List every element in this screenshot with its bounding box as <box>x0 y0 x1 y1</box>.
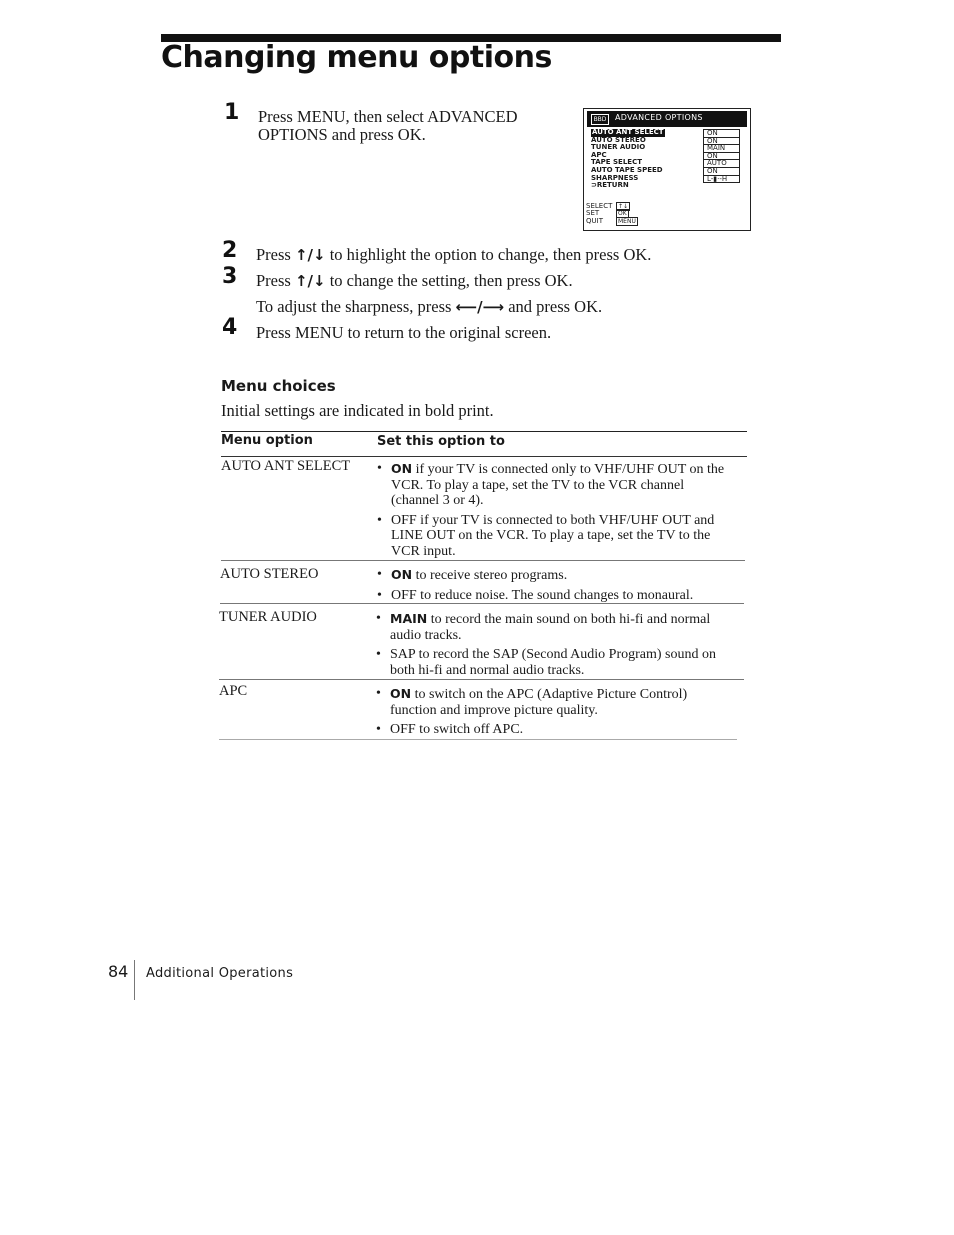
osd-key-value: ↑↓ <box>618 203 629 210</box>
list-item <box>376 722 726 738</box>
step-3-text <box>256 272 573 290</box>
setting-description: OFF if your TV is connected to both VHF/UHF OUT and LINE OUT on the VCR. To play a tape, set the TV to the VCR input. <box>391 512 715 559</box>
advanced-options-menu-illustration <box>583 108 751 231</box>
step-4-number: 4 <box>222 315 238 340</box>
osd-item: ⊃RETURN <box>591 181 629 190</box>
osd-value: ON <box>703 129 740 137</box>
setting-description: OFF to reduce noise. The sound changes to monaural. <box>391 587 694 603</box>
sharpness-note-prefix: To adjust the sharpness, press <box>256 297 452 316</box>
table-row-settings <box>377 567 727 607</box>
table-row-option: AUTO ANT SELECT <box>221 458 351 474</box>
osd-key-value: OK <box>618 210 627 218</box>
osd-key-guide <box>586 203 638 225</box>
menu-choices-heading: Menu choices <box>221 377 336 395</box>
osd-value: MAIN <box>703 144 740 152</box>
column-header-menu-option: Menu option <box>221 433 313 448</box>
setting-description: SAP to record the SAP (Second Audio Program) sound on both hi-fi and normal audio tracks. <box>390 647 716 678</box>
list-item <box>377 588 727 604</box>
setting-description: if your TV is connected only to VHF/UHF OUT on the VCR. To play a tape, set the TV to the VCR channel (channel 3 or 4). <box>391 462 725 508</box>
table-row-settings <box>377 461 727 563</box>
osd-value: ON <box>703 137 740 145</box>
default-setting: ON <box>390 686 412 701</box>
row-divider <box>220 603 744 604</box>
footer-divider <box>134 960 135 1000</box>
left-right-arrow-icon: ⟵/⟶ <box>455 298 505 316</box>
footer-section-label: Additional Operations <box>146 966 294 981</box>
osd-item-list <box>591 129 665 190</box>
default-setting: ON <box>391 567 413 582</box>
table-top-rule <box>221 431 747 432</box>
osd-value: AUTO <box>703 159 740 167</box>
table-header-rule <box>221 456 747 457</box>
list-item <box>377 513 727 560</box>
row-divider <box>219 679 744 680</box>
table-bottom-rule <box>219 739 737 740</box>
step-4-text: Press MENU to return to the original screen. <box>256 323 552 342</box>
table-row-option: TUNER AUDIO <box>219 609 317 625</box>
list-item <box>376 647 726 678</box>
step-3-prefix: Press <box>256 271 291 290</box>
osd-item: SHARPNESS <box>591 173 639 182</box>
osd-value-list <box>703 129 740 183</box>
menu-choices-intro: Initial settings are indicated in bold print. <box>221 401 494 420</box>
step-1-text <box>258 108 518 144</box>
table-row-option: AUTO STEREO <box>220 566 319 582</box>
step-3-number: 3 <box>222 264 238 289</box>
osd-key-label: SET <box>586 209 600 218</box>
osd-item: AUTO ANT SELECT <box>592 128 664 136</box>
osd-item: APC <box>591 150 607 159</box>
step-3-suffix: to change the setting, then press OK. <box>329 271 573 290</box>
table-row-settings <box>376 611 726 682</box>
setting-description: to switch on the APC (Adaptive Picture Control) function and improve picture quality. <box>390 687 688 718</box>
page-title: Changing menu options <box>161 40 552 75</box>
sharpness-note <box>256 298 602 316</box>
osd-header <box>587 111 747 127</box>
sharpness-note-suffix: and press OK. <box>508 297 603 316</box>
osd-key-label: QUIT <box>586 216 603 225</box>
list-item <box>376 611 726 643</box>
step-2-suffix: to highlight the option to change, then press OK. <box>329 245 652 264</box>
up-down-arrow-icon: ↑/↓ <box>294 246 326 264</box>
osd-key-label: SELECT <box>586 202 613 210</box>
step-2-text <box>256 246 651 264</box>
osd-value: L-▮·-H <box>703 175 740 184</box>
osd-item: AUTO STEREO <box>591 135 646 144</box>
setting-description: to receive stereo programs. <box>412 568 568 583</box>
osd-title: ADVANCED OPTIONS <box>615 113 703 122</box>
column-header-set-option: Set this option to <box>377 434 505 449</box>
default-setting: MAIN <box>390 611 428 626</box>
list-item <box>377 461 727 509</box>
setting-description: OFF to switch off APC. <box>390 722 524 737</box>
vcr-icon: BBD <box>591 114 609 125</box>
osd-value: ON <box>703 167 740 175</box>
osd-key-value: MENU <box>618 217 636 225</box>
table-row-option: APC <box>219 683 248 699</box>
osd-value: ON <box>703 152 740 160</box>
up-down-arrow-icon: ↑/↓ <box>294 272 326 290</box>
osd-item: AUTO TAPE SPEED <box>591 165 663 174</box>
setting-description: to record the main sound on both hi-fi and normal audio tracks. <box>390 612 711 643</box>
page-number: 84 <box>108 962 129 981</box>
step-2-number: 2 <box>222 238 238 263</box>
default-setting: ON <box>391 461 413 476</box>
step-1-line-1: Press MENU, then select ADVANCED <box>258 107 518 126</box>
list-item <box>376 686 726 718</box>
osd-item: TAPE SELECT <box>591 158 642 167</box>
step-2-prefix: Press <box>256 245 291 264</box>
osd-item: TUNER AUDIO <box>591 143 646 152</box>
step-1-number: 1 <box>224 100 240 125</box>
list-item <box>377 567 727 584</box>
table-row-settings <box>376 686 726 742</box>
step-1-line-2: OPTIONS and press OK. <box>258 125 426 144</box>
row-divider <box>221 560 745 561</box>
